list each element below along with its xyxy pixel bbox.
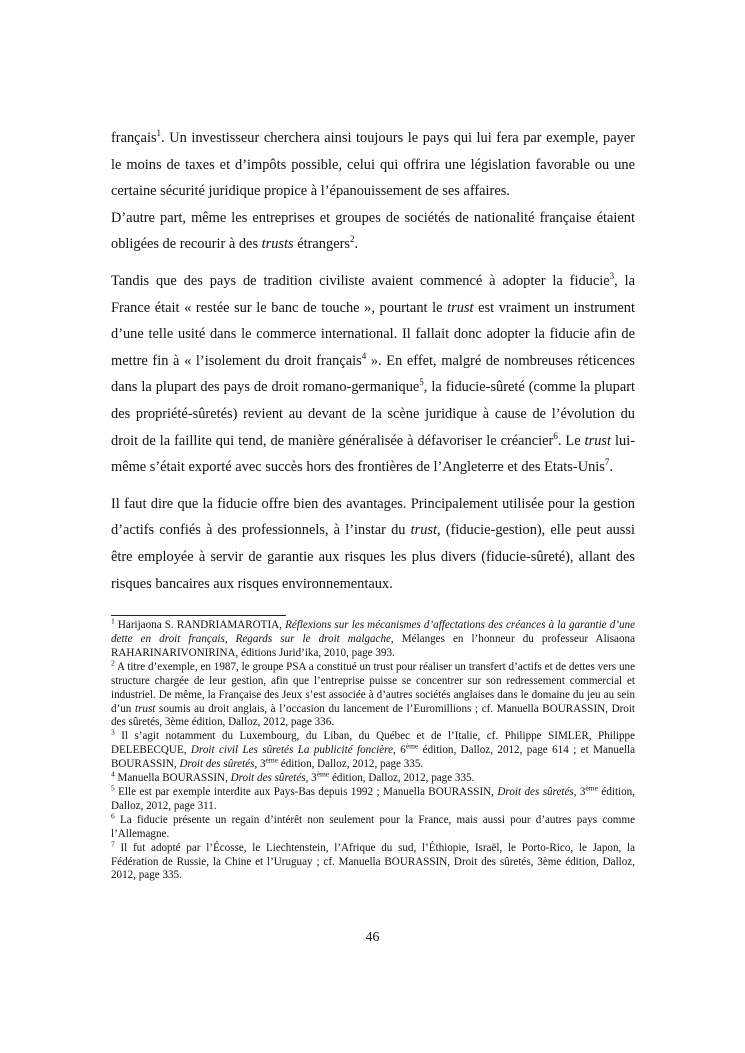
text-run: , la fiducie-sûreté (comme la plupart des propriété-sûretés) revient au devant de la scène juridique à cause de l’évolution du droit de la faillite qui tend, de manière généralisée à défavoriser le créancier — [111, 379, 635, 449]
text-run: La fiducie présente un regain d’intérêt non seulement pour la France, mais aussi pour d’autres pays comme l’Allemagne. — [111, 813, 635, 840]
italic-term: trust — [584, 432, 611, 449]
page-number: 46 — [365, 930, 380, 945]
text-run: édition, Dalloz, 2012, page 335. — [278, 758, 424, 771]
footnote-3 — [111, 727, 635, 772]
footnote-ref-4: 4 — [361, 350, 367, 361]
italic-term: trusts — [261, 236, 294, 253]
paragraph-3 — [111, 268, 635, 481]
footnote-ref-1: 1 — [156, 128, 162, 139]
paragraph-4 — [111, 491, 635, 597]
italic-title: Droit des sûretés, — [179, 758, 258, 771]
text-run: 3 — [308, 772, 317, 785]
footnote-ref-7: 7 — [604, 457, 610, 468]
footnote-number: 2 — [111, 658, 115, 668]
footnote-number: 1 — [111, 616, 115, 626]
italic-term: trust — [447, 299, 474, 316]
paragraph-1 — [111, 125, 635, 205]
italic-term: trust, — [410, 522, 441, 539]
text-run: Manuella BOURASSIN, — [114, 772, 231, 785]
footnote-number: 4 — [111, 769, 115, 779]
text-run: Tandis que des pays de tradition civiliste avaient commencé à adopter la fiducie — [111, 272, 610, 289]
footnote-2 — [111, 658, 636, 731]
text-run: édition, Dalloz, 2012, page 335. — [329, 772, 475, 785]
italic-title: Droit des sûretés, — [497, 785, 577, 798]
ordinal-suffix: ème — [585, 783, 598, 793]
text-run: soumis au droit anglais, à l’occasion du lancement de l’Euromillions ; cf. Manuella BOURASSIN, Droit des sûretés, 3ème édition, Dalloz, 2012, page 336. — [111, 702, 636, 729]
italic-title: Droit des sûretés, — [230, 772, 309, 785]
footnote-ref-3: 3 — [609, 271, 615, 282]
text-run: D’autre part, même les entreprises et groupes de sociétés de nationalité française étaient obligées de recourir à des — [111, 209, 635, 253]
text-run: . — [354, 236, 359, 253]
text-run: 6 — [395, 744, 406, 757]
footnote-ref-2: 2 — [349, 234, 355, 245]
text-run: français — [111, 130, 157, 146]
italic-title: Réflexions sur les mécanismes d’affectations des créances à la garantie d’une dette en droit français, Regards sur le droit malgache, — [111, 619, 635, 645]
footnote-ref-6: 6 — [553, 430, 558, 441]
text-run: . Un investisseur cherchera ainsi toujours le pays qui lui fera par exemple, payer le moins de taxes et d’impôts possible, celui qui offrira une législation favorable ou une certaine sécurité juridique propice à l’épanouissement de ses affaires. — [111, 130, 635, 200]
footnote-6 — [111, 811, 635, 842]
text-run: Mélanges en l’honneur du professeur Alisaona RAHARINARIVONIRINA, éditions Jurid’ika, 2010, page 393. — [111, 633, 635, 659]
text-run: A titre d’exemple, en 1987, le groupe PSA a constitué un trust pour réaliser un transfert d’actifs et de dettes vers une structure chargée de leur gestion, afin que l’entreprise puisse se concentrer sur son redressement commercial et industriel. De même, la Française des Jeux s’est associée à d’autres sociétés anglaises dans le domaine du jeu au sein d’un — [111, 660, 635, 715]
footnote-5 — [111, 783, 635, 814]
ordinal-suffix: ème — [405, 741, 419, 751]
italic-term: trust — [135, 702, 156, 715]
text-run: édition, Dalloz, 2012, page 614 ; et Manuella BOURASSIN, — [111, 744, 635, 771]
text-run: . Le — [557, 432, 585, 449]
text-run: 3 — [576, 785, 586, 798]
paragraph-2 — [111, 205, 635, 258]
italic-title: Droit civil Les sûretés La publicité foncière, — [190, 744, 396, 757]
ordinal-suffix: ème — [316, 769, 330, 779]
text-run: . — [609, 459, 613, 476]
footnote-number: 6 — [111, 811, 115, 821]
text-run: Il faut dire que la fiducie offre bien des avantages. Principalement utilisée pour la gestion d’actifs confiés à des professionnels, à l’instar du — [111, 495, 635, 539]
text-run: 3 — [257, 758, 266, 771]
footnote-4 — [111, 769, 635, 786]
text-run: , la France était « restée sur le banc de touche », pourtant le — [111, 272, 635, 316]
footnote-separator — [111, 615, 286, 616]
text-run: lui-même s’était exporté avec succès hors des frontières de l’Angleterre et des Etats-Unis — [111, 432, 635, 476]
footnote-number: 3 — [111, 727, 115, 737]
text-run: édition, Dalloz, 2012, page 311. — [111, 785, 635, 812]
text-run: étrangers — [293, 236, 350, 253]
footnote-7 — [111, 838, 635, 884]
page-content — [111, 125, 635, 883]
text-run: Harijaona S. RANDRIAMAROTIA, — [114, 619, 286, 632]
footnote-ref-5: 5 — [419, 377, 424, 388]
footnote-1 — [111, 616, 635, 661]
ordinal-suffix: ème — [265, 755, 279, 765]
text-run: est vraiment un instrument d’une telle usité dans le commerce international. Il fallait donc adopter la fiducie afin de mettre fin à « l’isolement du droit français — [111, 299, 635, 369]
text-run: Elle est par exemple interdite aux Pays-Bas depuis 1992 ; Manuella BOURASSIN, — [114, 785, 498, 798]
footnote-number: 7 — [111, 838, 115, 848]
text-run: Il fut adopté par l’Écosse, le Liechtenstein, l’Afrique du sud, l’Éthiopie, Israël, le Porto-Rico, le Japon, la Fédération de Russie, la Chine et l’Uruguay ; cf. Manuella BOURASSIN, Droit des sûretés, 3ème édition, Dalloz, 2012, page 335. — [111, 841, 635, 882]
text-run: Il s’agit notamment du Luxembourg, du Liban, du Québec et de l’Italie, cf. Philippe SIMLER, Philippe DELEBECQUE, — [111, 730, 635, 757]
footnote-number: 5 — [111, 783, 115, 793]
text-run: (fiducie-gestion), elle peut aussi être employée à servir de garantie aux risques les plus divers (fiducie-sûreté), allant des risques bancaires aux risques environnementaux. — [111, 522, 636, 592]
text-run: ». En effet, malgré de nombreuses réticences dans la plupart des pays de droit romano-germanique — [111, 352, 635, 396]
